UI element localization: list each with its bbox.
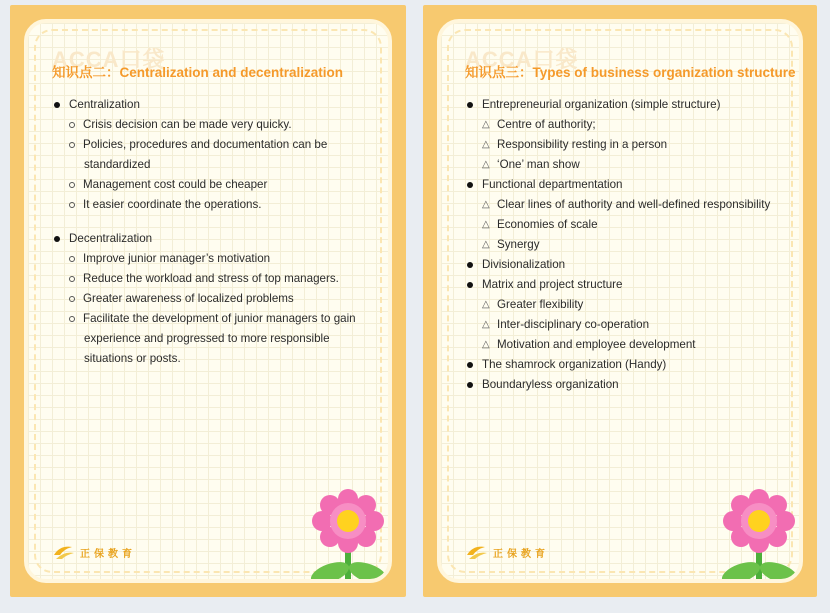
- hollow-circle-icon: [69, 182, 75, 188]
- list-item: It easier coordinate the operations.: [83, 198, 262, 211]
- hollow-circle-icon: [69, 122, 75, 128]
- flower-icon: [306, 485, 392, 583]
- list-item: Inter-disciplinary co-operation: [497, 318, 650, 331]
- flashcard-centralization: [10, 5, 406, 597]
- watermark: ACCA口袋: [465, 47, 579, 72]
- list-item: ‘One’ man show: [497, 158, 580, 171]
- card-inner: [437, 19, 803, 583]
- hollow-circle-icon: [69, 276, 75, 282]
- bullet-dot-icon: [54, 236, 60, 242]
- bullet-dot-icon: [467, 382, 473, 388]
- logo-icon: [52, 543, 76, 561]
- hollow-circle-icon: [69, 316, 75, 322]
- bullet-dot-icon: [467, 102, 473, 108]
- list-item: Policies, procedures and documentation can be: [83, 138, 328, 151]
- card-inner: [24, 19, 392, 583]
- brand-logo: [52, 543, 136, 561]
- logo-text: 正保教育: [80, 548, 136, 560]
- hollow-circle-icon: [69, 296, 75, 302]
- triangle-icon: △: [482, 139, 490, 150]
- triangle-icon: △: [482, 339, 490, 350]
- list-item: Greater flexibility: [497, 298, 584, 311]
- list-item: Clear lines of authority and well-defined responsibility: [497, 198, 771, 211]
- list-item: Management cost could be cheaper: [83, 178, 268, 191]
- section-heading: Decentralization: [69, 232, 153, 245]
- section-heading: Centralization: [69, 98, 140, 111]
- bullet-dot-icon: [467, 362, 473, 368]
- triangle-icon: △: [482, 159, 490, 170]
- hollow-circle-icon: [69, 256, 75, 262]
- hollow-circle-icon: [69, 202, 75, 208]
- list-item-continuation: standardized: [84, 158, 151, 171]
- card-title: 知识点三：Types of business organization structure: [465, 65, 796, 80]
- list-item-continuation: situations or posts.: [84, 352, 181, 365]
- list-item: Responsibility resting in a person: [497, 138, 668, 151]
- list-heading: Boundaryless organization: [482, 378, 619, 391]
- list-heading: Matrix and project structure: [482, 278, 623, 291]
- triangle-icon: △: [482, 119, 490, 130]
- logo-icon: [465, 543, 489, 561]
- list-item: Synergy: [497, 238, 540, 251]
- list-item: Crisis decision can be made very quicky.: [83, 118, 292, 131]
- list-item-continuation: experience and progressed to more responsible: [84, 332, 330, 345]
- list-heading: Entrepreneurial organization (simple structure): [482, 98, 721, 111]
- list-item: Motivation and employee development: [497, 338, 696, 351]
- list-item: Centre of authority;: [497, 118, 596, 131]
- triangle-icon: △: [482, 299, 490, 310]
- flower-icon: [717, 485, 803, 583]
- brand-logo: [465, 543, 549, 561]
- triangle-icon: △: [482, 239, 490, 250]
- list-item: Economies of scale: [497, 218, 598, 231]
- bullet-dot-icon: [467, 262, 473, 268]
- list-item: Greater awareness of localized problems: [83, 292, 294, 305]
- flashcard-organization-structure: [423, 5, 817, 597]
- card-title: 知识点二：Centralization and decentralization: [52, 65, 344, 80]
- list-heading: The shamrock organization (Handy): [482, 358, 667, 371]
- triangle-icon: △: [482, 219, 490, 230]
- triangle-icon: △: [482, 319, 490, 330]
- content-list: [52, 95, 378, 369]
- list-item: Facilitate the development of junior managers to gain: [83, 312, 356, 325]
- bullet-dot-icon: [54, 102, 60, 108]
- bullet-dot-icon: [467, 182, 473, 188]
- hollow-circle-icon: [69, 142, 75, 148]
- list-item: Improve junior manager’s motivation: [83, 252, 271, 265]
- content-list: [465, 95, 789, 395]
- list-heading: Functional departmentation: [482, 178, 623, 191]
- list-heading: Divisionalization: [482, 258, 566, 271]
- logo-text: 正保教育: [493, 548, 549, 560]
- list-item: Reduce the workload and stress of top managers.: [83, 272, 339, 285]
- triangle-icon: △: [482, 199, 490, 210]
- bullet-dot-icon: [467, 282, 473, 288]
- watermark: ACCA口袋: [52, 47, 166, 72]
